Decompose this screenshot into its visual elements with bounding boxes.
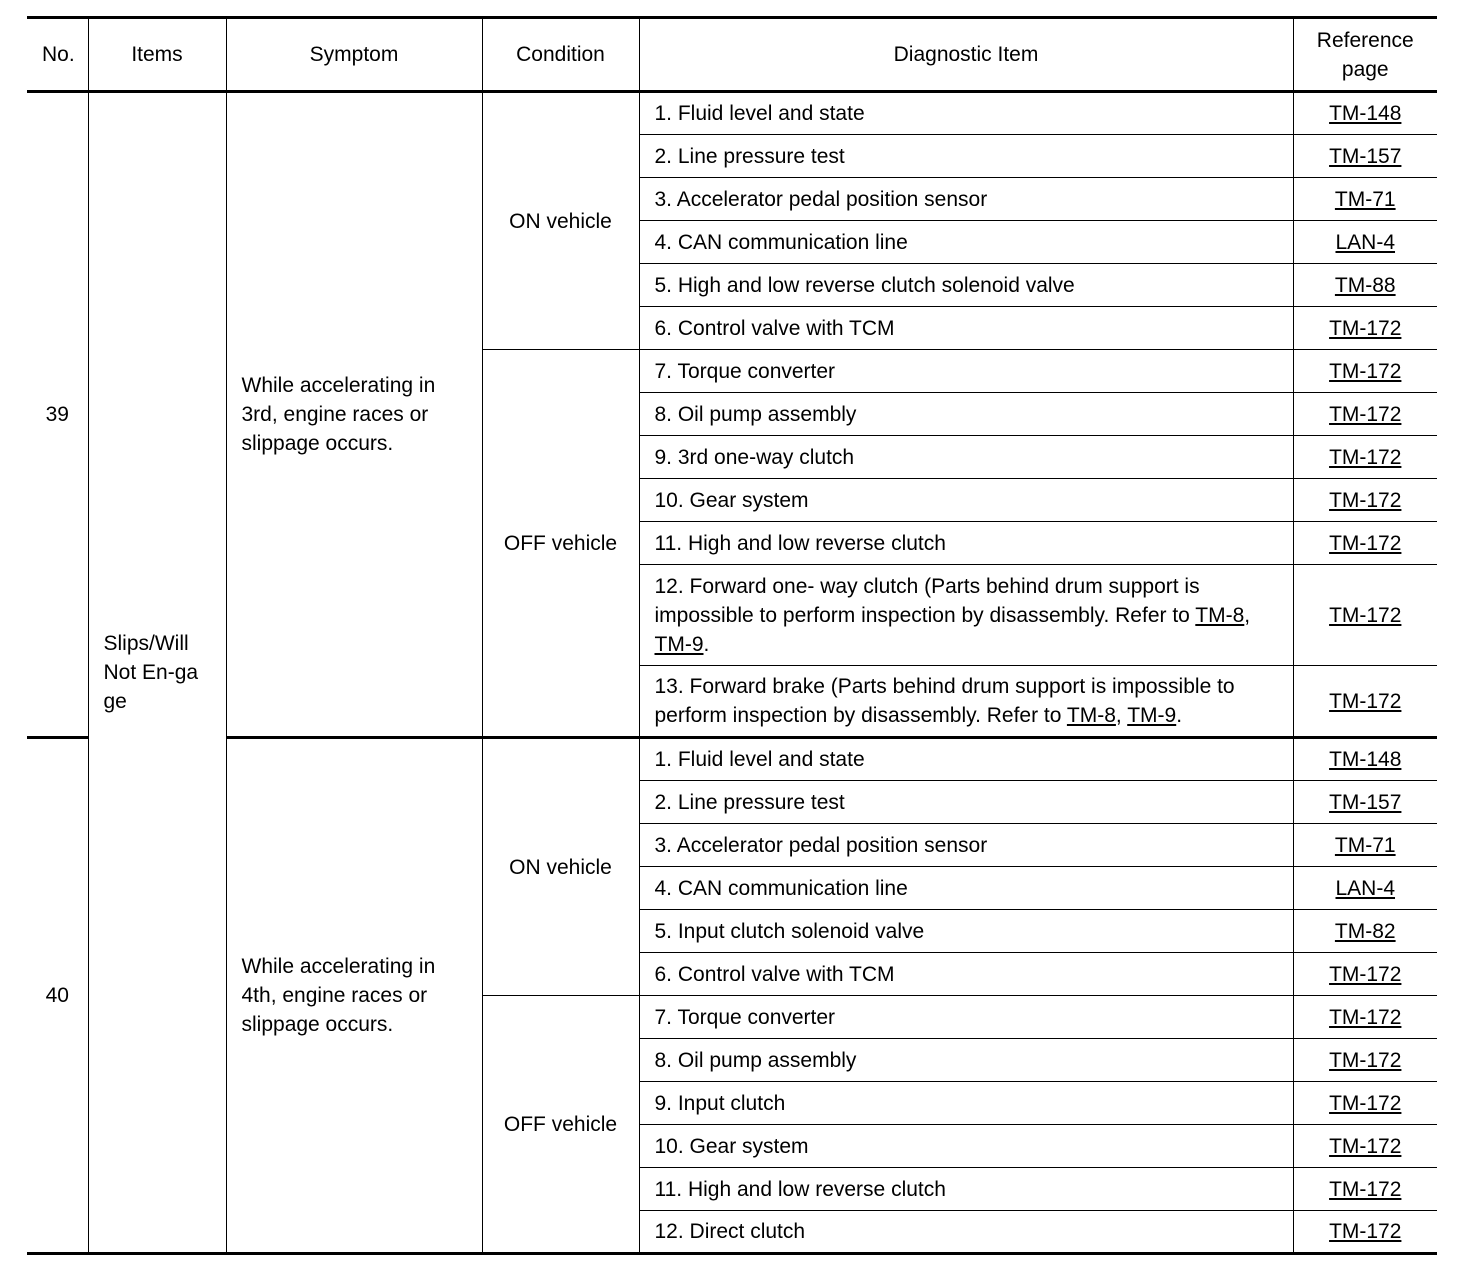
reference-link[interactable]: TM-148 [1329,102,1402,125]
diagnostic-item: 1. Fluid level and state [639,92,1293,135]
reference-link[interactable]: TM-172 [1329,359,1402,383]
end-text: . [703,632,710,656]
diagnostic-item: 2. Line pressure test [639,781,1293,824]
reference-link[interactable]: TM-82 [1334,919,1396,943]
condition-off-vehicle-39: OFF vehicle [482,350,639,738]
reference-link[interactable]: TM-148 [1329,748,1402,771]
diagnostic-item: 9. Input clutch [639,1082,1293,1125]
reference-link[interactable]: TM-172 [1329,531,1402,555]
reference-link[interactable]: TM-172 [1329,1220,1402,1243]
inline-reference-link[interactable]: TM-9 [1127,704,1177,727]
diagnostic-item-text: 13. Forward brake (Parts behind drum support is impossible to perform inspection by disassembly. Refer to [654,675,1235,727]
header-no: No. [27,18,88,92]
reference-link[interactable]: TM-172 [1329,603,1402,627]
header-symptom: Symptom [226,18,482,92]
diagnostic-item: 1. Fluid level and state [639,738,1293,781]
diagnostic-item: 8. Oil pump assembly [639,1039,1293,1082]
reference-link[interactable]: TM-172 [1329,1177,1402,1201]
reference-link[interactable]: TM-172 [1329,1005,1402,1029]
diagnostic-item [639,565,1293,666]
table-row [27,738,1437,781]
reference-link[interactable]: TM-172 [1329,488,1402,512]
diagnostic-item: 10. Gear system [639,1125,1293,1168]
end-text: . [1176,704,1183,727]
diagnosis-table [27,16,1437,1255]
reference-link[interactable]: TM-172 [1329,1134,1402,1158]
symptom-39: While accelerating in 3rd, engine races or slippage occurs. [226,92,482,738]
separator-text: , [1244,603,1251,627]
diagnostic-item: 4. CAN communication line [639,221,1293,264]
diagnostic-item: 4. CAN communication line [639,867,1293,910]
condition-off-vehicle-40: OFF vehicle [482,996,639,1254]
reference-link[interactable]: TM-172 [1329,689,1402,713]
diagnostic-item: 5. High and low reverse clutch solenoid valve [639,264,1293,307]
header-condition: Condition [482,18,639,92]
diagnostic-item: 8. Oil pump assembly [639,393,1293,436]
items-label-text: Slips/Will Not En-gage [103,632,199,713]
diagnostic-item: 7. Torque converter [639,996,1293,1039]
diagnostic-item: 6. Control valve with TCM [639,953,1293,996]
diagnostic-item [639,666,1293,738]
diagnostic-item: 11. High and low reverse clutch [639,522,1293,565]
symptom-40: While accelerating in 4th, engine races or slippage occurs. [226,738,482,1254]
diagnostic-item: 12. Direct clutch [639,1211,1293,1254]
separator-text: , [1115,704,1128,727]
reference-link[interactable]: TM-172 [1329,445,1402,469]
reference-link[interactable]: TM-157 [1329,790,1402,814]
header-items: Items [88,18,226,92]
diagnostic-item: 3. Accelerator pedal position sensor [639,178,1293,221]
row-number-40: 40 [27,738,88,1254]
reference-link[interactable]: TM-88 [1334,273,1396,297]
reference-link[interactable]: TM-157 [1329,144,1402,168]
diagnostic-item: 10. Gear system [639,479,1293,522]
reference-link[interactable]: TM-172 [1329,1048,1402,1072]
diagnostic-item-text: 12. Forward one- way clutch (Parts behind drum support is impossible to perform inspection by disassembly. Refer to [654,574,1200,627]
reference-link[interactable]: LAN-4 [1335,230,1396,254]
condition-on-vehicle-39: ON vehicle [482,92,639,350]
reference-link[interactable]: TM-172 [1329,1091,1402,1115]
header-row [27,18,1437,92]
reference-link[interactable]: TM-71 [1334,833,1396,857]
reference-link[interactable]: TM-71 [1334,187,1396,211]
diagnosis-table-sheet [27,16,1437,1255]
diagnostic-item: 6. Control valve with TCM [639,307,1293,350]
header-reference-page: Reference page [1293,18,1437,92]
reference-link[interactable]: TM-172 [1329,962,1402,986]
row-number-39: 39 [27,92,88,738]
reference-link[interactable]: TM-172 [1329,316,1402,340]
reference-link[interactable]: LAN-4 [1335,876,1396,900]
inline-reference-link[interactable]: TM-9 [654,632,704,656]
header-diagnostic-item: Diagnostic Item [639,18,1293,92]
inline-reference-link[interactable]: TM-8 [1195,603,1245,627]
items-label [88,92,226,1254]
diagnostic-item: 11. High and low reverse clutch [639,1168,1293,1211]
diagnostic-item: 3. Accelerator pedal position sensor [639,824,1293,867]
diagnostic-item: 7. Torque converter [639,350,1293,393]
table-row [27,92,1437,135]
condition-on-vehicle-40: ON vehicle [482,738,639,996]
diagnostic-item: 5. Input clutch solenoid valve [639,910,1293,953]
diagnostic-item: 2. Line pressure test [639,135,1293,178]
reference-link[interactable]: TM-172 [1329,402,1402,426]
diagnostic-item: 9. 3rd one-way clutch [639,436,1293,479]
inline-reference-link[interactable]: TM-8 [1066,704,1116,727]
